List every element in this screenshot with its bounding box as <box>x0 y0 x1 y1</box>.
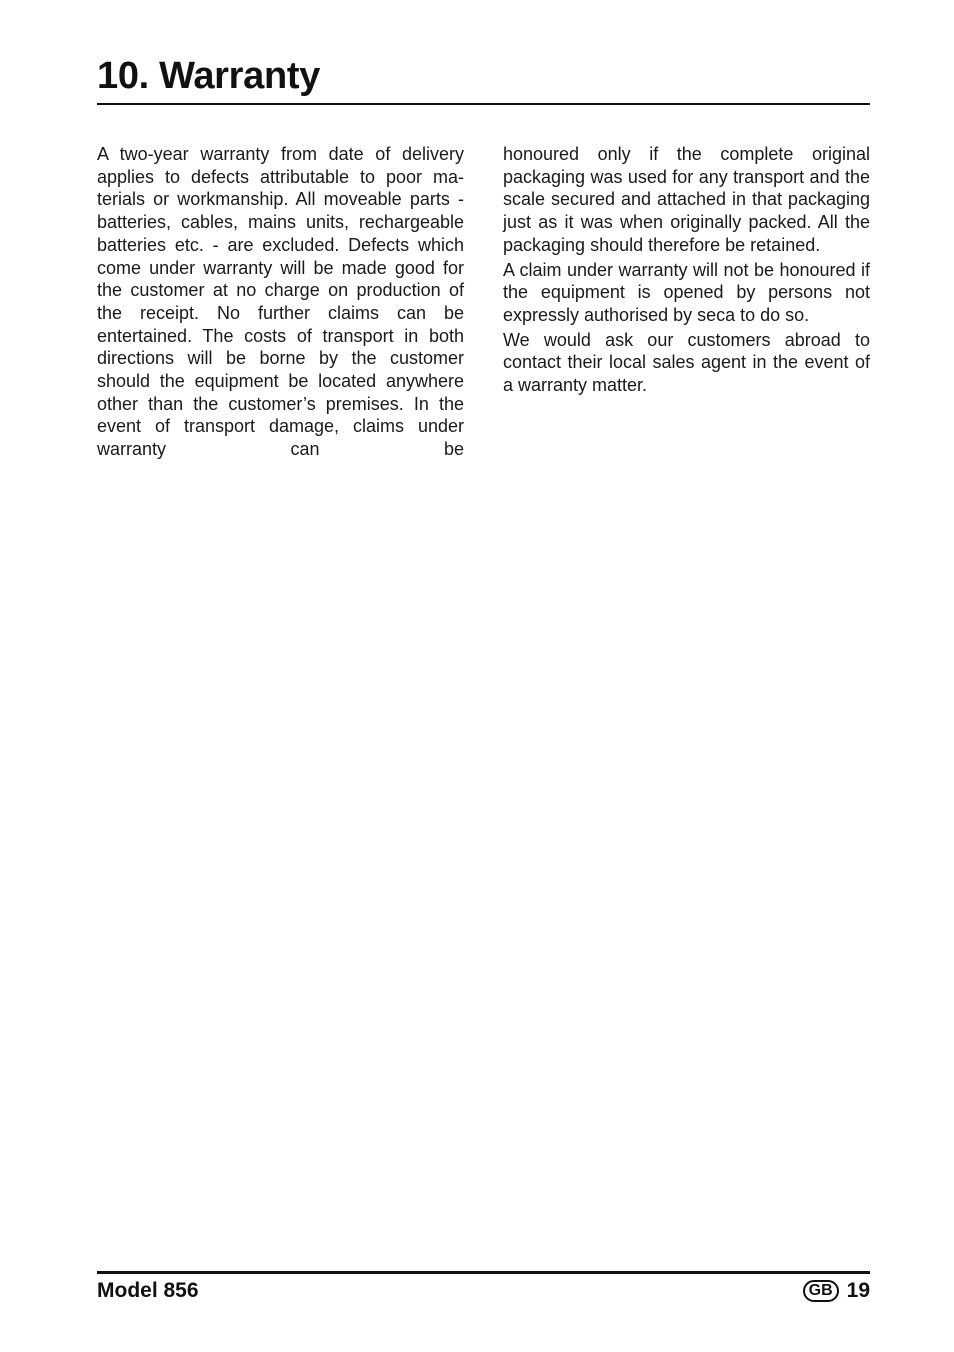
right-column <box>503 143 870 399</box>
warranty-paragraph-4: We would ask our customers abroad to contact their local sales agent in the event of a warranty matter. <box>503 329 870 396</box>
page-title: 10. Warranty <box>97 55 321 97</box>
left-column <box>97 143 464 463</box>
footer-divider <box>97 1271 870 1274</box>
warranty-paragraph-1: A two-year warranty from date of delivery applies to defects attributable to poor materials or workmanship. All moveable parts - batteries, cables, mains units, rechargeable batteries etc. - are excluded. Defects which come under warranty will be made good for the customer at no charge on production of the receipt. No further claims can be entertained. The costs of transport in both directions will be borne by the customer should the equipment be located anywhere other than the customer’s premises. In the event of transport damage, claims under warranty can be <box>97 144 464 460</box>
warranty-paragraph-2: honoured only if the complete original packaging was used for any transport and the scale secured and attached in that packaging just as it was when originally packed. All the packaging should therefore be retained. <box>503 144 870 255</box>
page-number: 19 <box>846 1279 870 1302</box>
country-code-badge: GB <box>803 1280 839 1302</box>
warranty-paragraph-3: A claim under warranty will not be honoured if the equipment is opened by persons not expressly authorised by seca to do so. <box>503 259 870 325</box>
footer-page-info <box>803 1277 870 1305</box>
footer-model-name: Model 856 <box>97 1279 199 1302</box>
title-divider <box>97 103 870 105</box>
